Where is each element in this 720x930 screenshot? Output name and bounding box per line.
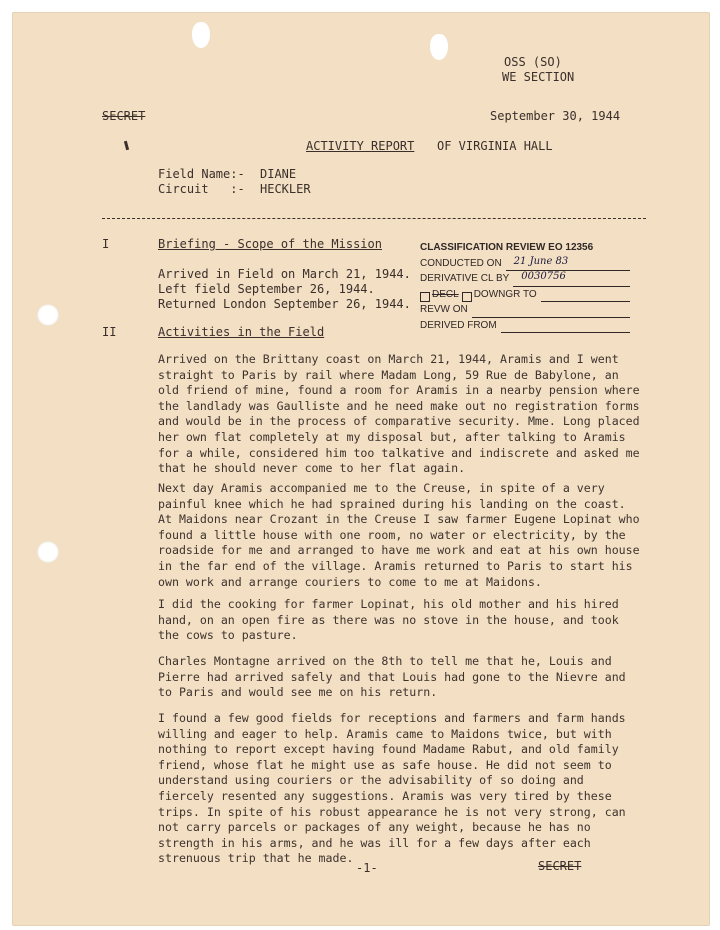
body-paragraph: Charles Montagne arrived on the 8th to tell me that he, Louis and Pierre had arrived safely and that Louis had gone to the Nievre and to Paris and would see me on his return. — [158, 654, 626, 700]
circuit-value: HECKLER — [260, 182, 311, 196]
classification-bottom: SECRET — [538, 859, 582, 873]
stamp-review-label: REVW ON — [420, 304, 468, 315]
field-name-label: Field Name:- — [158, 167, 245, 181]
report-subject: OF VIRGINIA HALL — [437, 139, 553, 153]
stamp-derived-label: DERIVED FROM — [420, 319, 497, 331]
circuit-label: Circuit :- — [158, 182, 245, 196]
stamp-decl-label: DECL — [432, 288, 459, 300]
punch-hole-bottom — [37, 541, 59, 563]
classification-review-stamp — [420, 240, 630, 333]
section-label: WE SECTION — [502, 70, 575, 84]
punch-hole-top — [37, 304, 59, 326]
section-heading: Activities in the Field — [158, 325, 325, 339]
section-heading: Briefing - Scope of the Mission — [158, 237, 382, 251]
body-paragraph: Next day Aramis accompanied me to the Creuse, in spite of a very painful knee which he had sprained during his landing on the coast. At Maidons near Crozant in the Creuse I saw farmer Eugene Lopinat who found a little house with one room, no water or electricity, by the roadside for me and arranged to have me work and eat at his own house in the far end of the village. Aramis returned to Paris to start his own work and arrange couriers to come to me at Maidons. — [158, 481, 640, 589]
field-name-value: DIANE — [260, 167, 297, 181]
briefing-line: Returned London September 26, 1944. — [158, 297, 411, 311]
torn-corner-right — [430, 34, 448, 60]
body-paragraph: I did the cooking for farmer Lopinat, his old mother and his hired hand, on an open fire as there was no stove in the house, and took the cows to pasture. — [158, 597, 619, 643]
torn-corner-left — [192, 22, 210, 48]
body-paragraph: I found a few good fields for receptions and farmers and farm hands willing and eager to help. Aramis came to Maidons twice, but with nothing to report except having found Madame Rabut, and old family friend, whose flat he might use as safe house. He did not seem to understand using couriers or the advisability of so doing and fiercely resented any suggestions. Aramis was very tired by these trips. In spite of his robust appearance he is not very strong, can not carry parcels or packages of any weight, because he has no strength in his arms, and he was ill for a few days after each strenuous trip that he made. — [158, 711, 626, 866]
stamp-derivative-label: DERIVATIVE CL BY — [420, 273, 510, 284]
classification-top: SECRET — [102, 109, 146, 123]
office-label: OSS (SO) — [504, 55, 562, 69]
briefing-line: Arrived in Field on March 21, 1944. — [158, 267, 411, 281]
stamp-title: CLASSIFICATION REVIEW EO 12356 — [420, 242, 594, 253]
divider-line — [102, 218, 646, 219]
body-paragraph: Arrived on the Brittany coast on March 21, 1944, Aramis and I went straight to Paris by rail where Madam Long, 59 Rue de Babylone, an old friend of mine, found a room for Aramis in a nearby pension where the landlady was Gaulliste and he need make out no registration forms and would be in the process of comparative security. Mme. Long placed her own flat completely at my disposal but, after talking to Aramis for a while, considered him too talkative and indiscrete and asked me that he should never come to her flat again. — [158, 352, 640, 476]
report-date: September 30, 1944 — [490, 109, 621, 123]
checkbox-icon — [462, 292, 472, 302]
section-numeral: I — [102, 237, 110, 251]
checkbox-icon — [420, 292, 430, 302]
stamp-conducted-label: CONDUCTED ON — [420, 257, 502, 269]
stamp-derivative-value: 0030756 — [521, 271, 566, 282]
report-title: ACTIVITY REPORT — [306, 139, 415, 153]
page-number: -1- — [356, 861, 378, 875]
briefing-line: Left field September 26, 1944. — [158, 282, 375, 296]
stamp-conducted-value: 21 June 83 — [513, 255, 569, 267]
stamp-downgrade-label: DOWNGR TO — [473, 288, 537, 300]
section-numeral: II — [102, 325, 117, 339]
